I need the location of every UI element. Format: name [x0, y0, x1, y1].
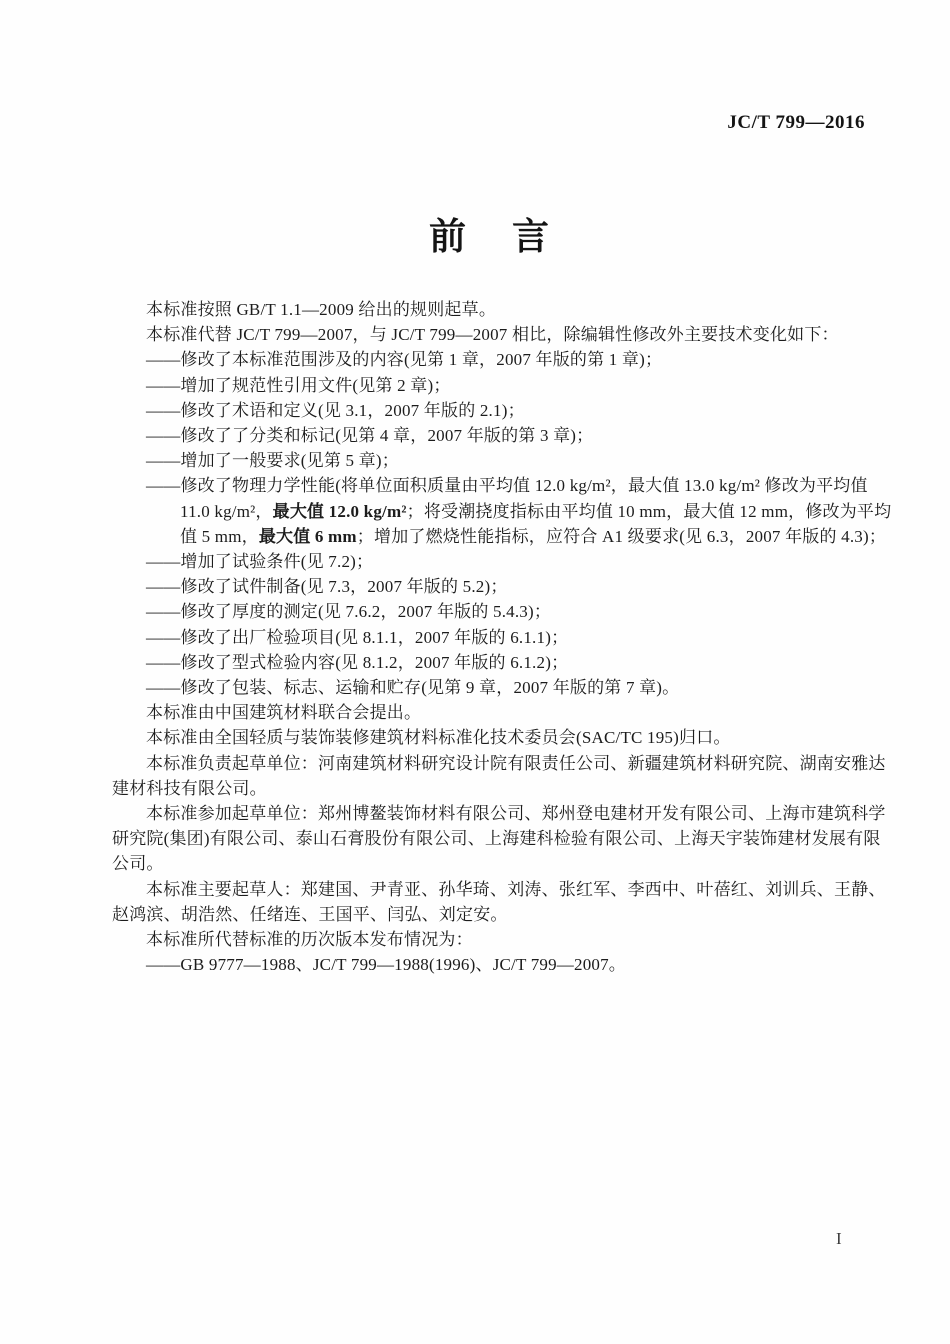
body-line-list-item: ——修改了术语和定义(见 3.1，2007 年版的 2.1)； — [146, 400, 525, 420]
body-line-list-item: ——增加了规范性引用文件(见第 2 章)； — [146, 375, 451, 395]
body-line-list-item: ——修改了型式检验内容(见 8.1.2，2007 年版的 6.1.2)； — [146, 652, 569, 672]
body-line: 本标准代替 JC/T 799—2007，与 JC/T 799—2007 相比，除编辑性修改外主要技术变化如下： — [146, 325, 839, 345]
foreword-title — [112, 206, 866, 260]
body-line-list-item: ——修改了包装、标志、运输和贮存(见第 9 章，2007 年版的第 7 章)。 — [146, 678, 680, 698]
body-text-segment-bold: 最大值 6 mm — [258, 526, 357, 546]
body-line-list-item: ——修改了了分类和标记(见第 4 章，2007 年版的第 3 章)； — [146, 426, 594, 446]
body-line-list-item: ——修改了试件制备(见 7.3，2007 年版的 5.2)； — [146, 577, 508, 597]
body-line: 本标准按照 GB/T 1.1—2009 给出的规则起草。 — [146, 300, 497, 319]
body-text-segment: 11.0 kg/m²， — [180, 501, 273, 521]
body-text-segment-bold: 最大值 12.0 kg/m² — [272, 501, 407, 521]
body-line-list-continuation — [112, 499, 892, 524]
foreword-body — [112, 297, 892, 977]
body-line: 本标准由全国轻质与装饰装修建筑材料标准化技术委员会(SAC/TC 195)归口。 — [146, 728, 731, 748]
body-text-segment: 值 5 mm， — [180, 526, 259, 546]
body-line-list-continuation — [112, 524, 887, 549]
body-line: 本标准参加起草单位：郑州博鳌装饰材料有限公司、郑州登电建材开发有限公司、上海市建筑科学 — [146, 804, 886, 824]
body-text-segment: ；增加了燃烧性能指标，应符合 A1 级要求(见 6.3，2007 年版的 4.3)； — [356, 526, 887, 546]
body-line: 本标准由中国建筑材料联合会提出。 — [146, 703, 422, 723]
foreword-title-char: 言 — [512, 216, 549, 257]
body-line: 本标准负责起草单位：河南建筑材料研究设计院有限责任公司、新疆建筑材料研究院、湖南安雅达 — [146, 753, 886, 773]
body-line: 本标准主要起草人：郑建国、尹青亚、孙华琦、刘涛、张红军、李西中、叶蓓红、刘训兵、王静、 — [146, 879, 886, 899]
body-line: 本标准所代替标准的历次版本发布情况为： — [146, 930, 473, 950]
body-line-continuation: 研究院(集团)有限公司、泰山石膏股份有限公司、上海建科检验有限公司、上海天宇装饰建材发展有限 — [112, 829, 881, 849]
body-line-continuation: 建材科技有限公司。 — [112, 778, 267, 798]
foreword-title-char: 前 — [429, 216, 466, 257]
body-line-list-item: ——GB 9777—1988、JC/T 799—1988(1996)、JC/T 799—2007。 — [146, 955, 626, 975]
body-line-list-item: ——修改了物理力学性能(将单位面积质量由平均值 12.0 kg/m²，最大值 13.0 kg/m² 修改为平均值 — [146, 476, 868, 496]
body-line-continuation: 赵鸿滨、胡浩然、任绪连、王国平、闫弘、刘定安。 — [112, 904, 508, 924]
body-line-continuation: 公司。 — [112, 854, 164, 874]
body-line-list-item: ——增加了一般要求(见第 5 章)； — [146, 451, 399, 471]
body-line-list-item: ——修改了本标准范围涉及的内容(见第 1 章，2007 年版的第 1 章)； — [146, 350, 663, 370]
body-line-list-item: ——修改了出厂检验项目(见 8.1.1，2007 年版的 6.1.1)； — [146, 627, 569, 647]
standard-number-header: JC/T 799—2016 — [727, 112, 865, 133]
body-line-list-item: ——修改了厚度的测定(见 7.6.2，2007 年版的 5.4.3)； — [146, 602, 552, 622]
body-line-list-item: ——增加了试验条件(见 7.2)； — [146, 552, 374, 572]
page-number: I — [836, 1229, 842, 1248]
body-text-segment: ；将受潮挠度指标由平均值 10 mm，最大值 12 mm，修改为平均 — [406, 501, 892, 521]
